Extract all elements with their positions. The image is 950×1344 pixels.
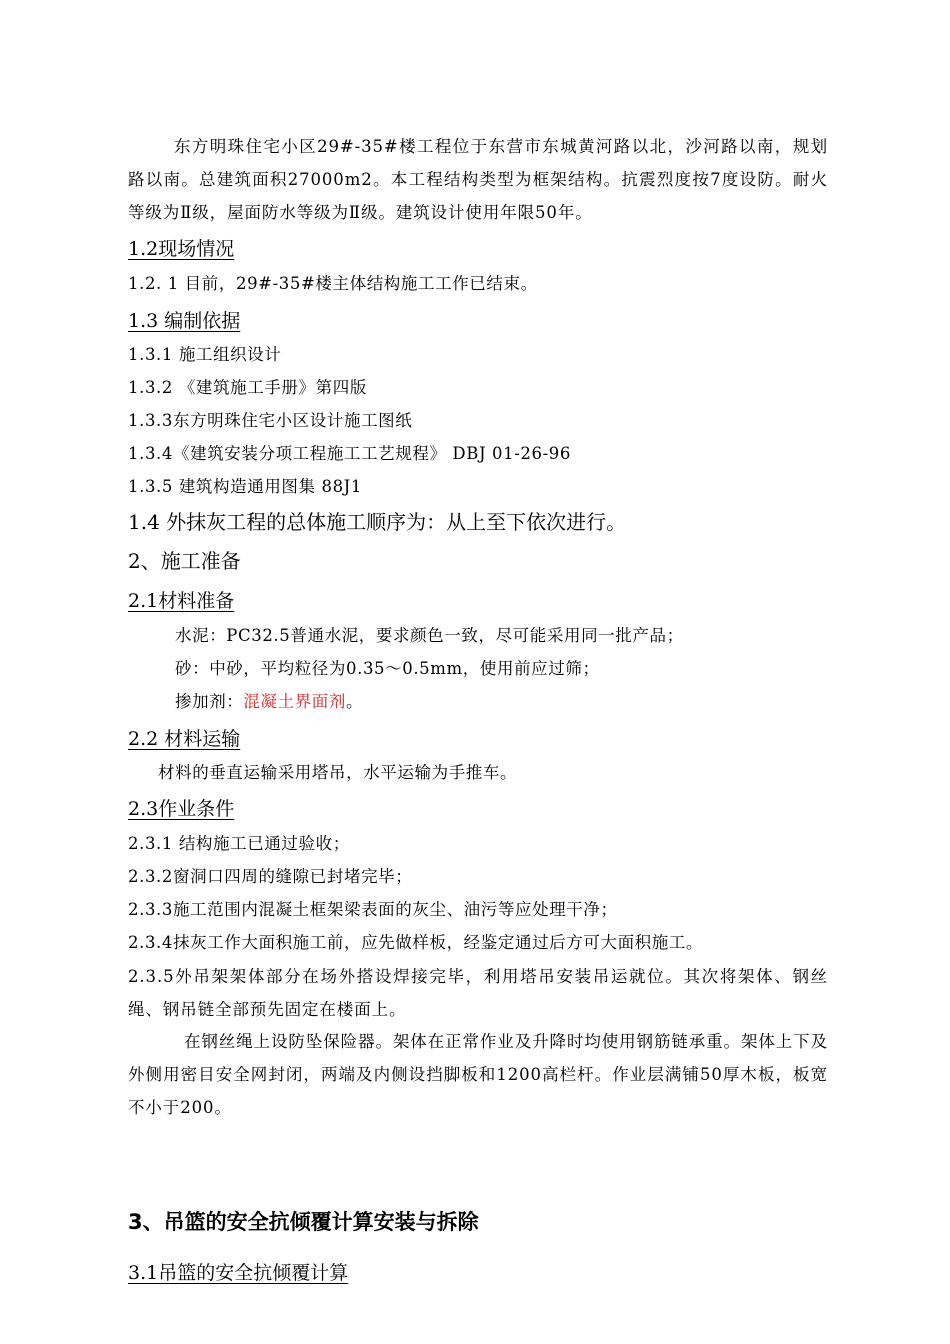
transport-text: 材料的垂直运输采用塔吊，水平运输为手推车。 bbox=[158, 763, 518, 782]
section-heading-3: 3、吊篮的安全抗倾覆计算安装与拆除 bbox=[128, 1210, 479, 1234]
list-item-2-3-3: 2.3.3施工范围内混凝土框架梁表面的灰尘、油污等应处理干净； bbox=[128, 900, 618, 919]
section-heading-2-2: 2.2 材料运输 bbox=[128, 728, 241, 750]
list-item-2-3-4: 2.3.4抹灰工作大面积施工前，应先做样板，经鉴定通过后方可大面积施工。 bbox=[128, 933, 704, 952]
section-heading-2-3: 2.3作业条件 bbox=[128, 798, 235, 820]
admixture-end: 。 bbox=[346, 692, 364, 711]
admixture-label: 掺加剂： bbox=[175, 692, 244, 711]
list-item-1-3-2: 1.3.2 《建筑施工手册》第四版 bbox=[128, 378, 367, 397]
safety-paragraph: 在钢丝绳上设防坠保险器。架体在正常作业及升降时均使用钢筋链承重。架体上下及外侧用密目安全网封闭，两端及内侧设挡脚板和1200高栏杆。作业层满铺50厚木板，板宽不小于200。 bbox=[128, 1032, 828, 1117]
list-item-1-3-4: 1.3.4《建筑安装分项工程施工工艺规程》 DBJ 01-26-96 bbox=[128, 444, 571, 463]
material-cement: 水泥：PC32.5普通水泥，要求颜色一致，尽可能采用同一批产品； bbox=[175, 626, 684, 645]
section-heading-1-2: 1.2现场情况 bbox=[128, 238, 235, 260]
list-item-1-3-1: 1.3.1 施工组织设计 bbox=[128, 345, 282, 364]
material-admixture bbox=[175, 691, 363, 713]
list-item-1-3-5: 1.3.5 建筑构造通用图集 88J1 bbox=[128, 477, 362, 496]
list-item-2-3-2: 2.3.2窗洞口四周的缝隙已封堵完毕； bbox=[128, 867, 413, 886]
list-item-2-3-5: 2.3.5外吊架架体部分在场外搭设焊接完毕，利用塔吊安装吊运就位。其次将架体、钢丝绳、钢吊链全部预先固定在楼面上。 bbox=[128, 967, 828, 1019]
intro-paragraph: 东方明珠住宅小区29#-35#楼工程位于东营市东城黄河路以北，沙河路以南，规划路以南。总建筑面积27000m2。本工程结构类型为框架结构。抗震烈度按7度设防。耐火等级为Ⅱ级，屋面防水等级为Ⅱ级。建筑设计使用年限50年。 bbox=[128, 137, 828, 222]
section-heading-2: 2、施工准备 bbox=[128, 549, 241, 573]
section-heading-1-3: 1.3 编制依据 bbox=[128, 310, 241, 332]
section-heading-1-4: 1.4 外抹灰工程的总体施工顺序为：从上至下依次进行。 bbox=[128, 510, 627, 534]
list-item-1-3-3: 1.3.3东方明珠住宅小区设计施工图纸 bbox=[128, 411, 413, 430]
section-heading-2-1: 2.1材料准备 bbox=[128, 590, 235, 612]
material-sand: 砂：中砂，平均粒径为0.35～0.5mm，使用前应过筛； bbox=[175, 659, 600, 678]
section-heading-3-1: 3.1吊篮的安全抗倾覆计算 bbox=[128, 1262, 349, 1284]
admixture-value: 混凝土界面剂 bbox=[243, 692, 347, 711]
list-item-1-2-1: 1.2. 1 目前，29#-35#楼主体结构施工工作已结束。 bbox=[128, 274, 538, 293]
list-item-2-3-1: 2.3.1 结构施工已通过验收； bbox=[128, 834, 350, 853]
